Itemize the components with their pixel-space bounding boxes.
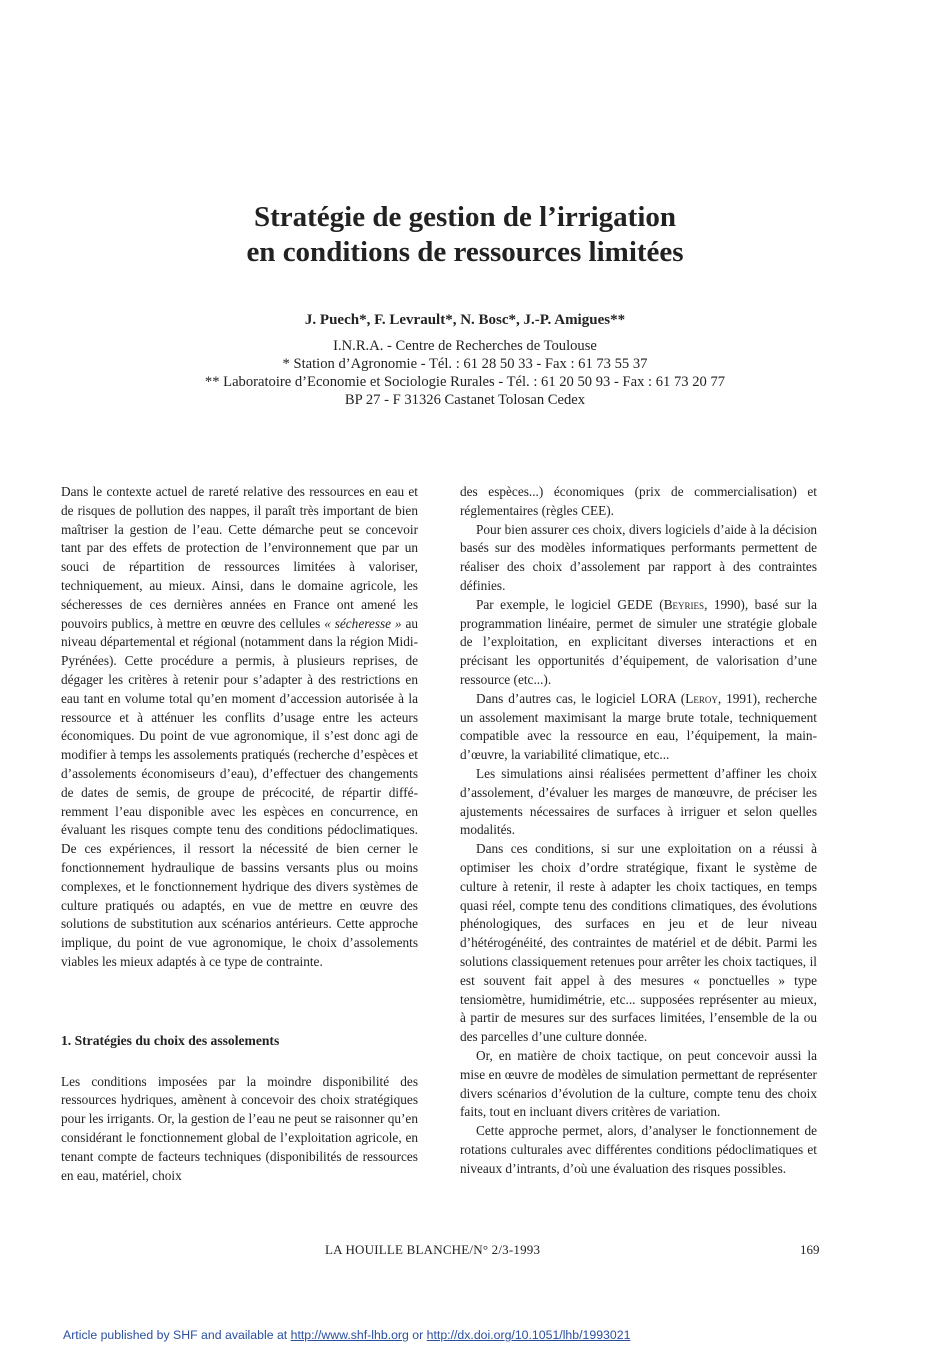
- doi-link[interactable]: http://dx.doi.org/10.1051/lhb/1993021: [426, 1328, 631, 1342]
- section-heading: 1. Stratégies du choix des assolements: [61, 1032, 280, 1048]
- gede-text-a: Par exemple, le logiciel GEDE (: [476, 596, 664, 612]
- intro-text-a: Dans le contexte actuel de rareté relative des ressources en eau et de risques de pollution des nappes, il paraît très important de bien maîtriser la gestion de l’eau. Cette démarche peut se concevoir tant par des effets de protection de l’environnement que par un souci de répartition de ressources limitées à valoriser, techniquement, au mieux. Ainsi, dans le domaine agricole, les sécheresses de ces dernières années en France ont amené les pouvoirs publics, à mettre en œuvre des cellules: [61, 484, 418, 631]
- right-paragraph-5: Les simulations ainsi réalisées permettent d’affiner les choix d’assolement, d’évaluer les marges de manœuvre, de préciser les ajustements nécessaires de surfaces à irriguer et selon quelles modalités.: [460, 765, 817, 838]
- journal-footer: LA HOUILLE BLANCHE/N° 2/3-1993: [325, 1242, 541, 1257]
- citation-leroy: Leroy: [685, 690, 718, 706]
- gede-text-b: , 1990), basé sur la programmation linéaire, permet de simuler une stratégie globale de l’exploitation, en explicitant diverses interactions et en précisant les opportunités d’équipement, de valorisation d’une ressource (etc...).: [460, 596, 817, 687]
- affiliation-line-3: ** Laboratoire d’Economie et Sociologie Rurales - Tél. : 61 20 50 93 - Fax : 61 73 20 77: [204, 374, 726, 390]
- section-paragraph: Les conditions imposées par la moindre disponibilité des ressources hydriques, amènent à concevoir des choix stratégiques pour les irrigants. Or, la gestion de l’eau ne peut se raisonner qu’en considérant le fonctionnement global de l’exploitation agricole, en tenant compte de facteurs techniques (disponibilités de ressources en eau, matériel, choix: [61, 1073, 418, 1183]
- notice-middle: or: [408, 1328, 427, 1342]
- right-paragraph-7: Or, en matière de choix tactique, on peut concevoir aussi la mise en œuvre de modèles de simulation permettant de représenter divers scénarios d’évolution de la culture, compte tenu des choix faits, tout en incluant divers critères de variation.: [460, 1047, 817, 1120]
- left-column: [61, 483, 418, 1185]
- right-paragraph-2: Pour bien assurer ces choix, divers logiciels d’aide à la décision basés sur des modèles informatiques performants permettent de réaliser des choix d’assolement par rapport à des contraintes définies.: [460, 521, 817, 593]
- notice-prefix: Article published by SHF and available at: [63, 1328, 291, 1342]
- title-line-1: Stratégie de gestion de l’irrigation: [253, 201, 677, 233]
- right-paragraph-8: Cette approche permet, alors, d’analyser le fonctionnement de rotations culturales avec différentes conditions pédoclimatiques et niveaux d’intrants, d’où une évaluation des risques possibles.: [460, 1123, 817, 1176]
- right-paragraph-1: des espèces...) économiques (prix de commercialisation) et réglementaires (règles CEE).: [460, 484, 817, 518]
- right-paragraph-3: [460, 596, 817, 690]
- lora-text-b: , 1991), recherche un assolement maximisant la marge brute totale, techniquement compatible avec la ressource en eau, l’équipement, la main-d’œuvre, la variabilité climatique, etc...: [460, 690, 817, 763]
- affiliation-block: [0, 337, 930, 409]
- right-column: [460, 483, 817, 1178]
- author-list: J. Puech*, F. Levrault*, N. Bosc*, J.-P. Amigues**: [304, 312, 626, 328]
- page-number: 169: [800, 1242, 820, 1257]
- intro-paragraph: [61, 483, 418, 972]
- shf-link[interactable]: http://www.shf-lhb.org: [290, 1328, 409, 1342]
- affiliation-line-1: I.N.R.A. - Centre de Recherches de Toulouse: [333, 338, 597, 354]
- citation-beyries: Beyries: [663, 596, 705, 612]
- lora-text-a: Dans d’autres cas, le logiciel LORA (: [476, 690, 686, 706]
- affiliation-line-2: * Station d’Agronomie - Tél. : 61 28 50 33 - Fax : 61 73 55 37: [282, 356, 648, 372]
- affiliation-line-4: BP 27 - F 31326 Castanet Tolosan Cedex: [344, 392, 586, 408]
- intro-text-b: au niveau départemental et régional (notamment dans la région Midi-Pyrénées). Cette procédure a permis, à plusieurs reprises, de dégager les critères à retenir pour s’adapter à des restrictions en eau tant en volume total qu’en moment d’accession autorisée à la ressource et à atténuer les conflits d’usage entre les acteurs économiques. Du point de vue agronomique, il s’est donc agi de modifier à temps les assolements pratiqués (recherche d’espèces et d’assolements économiseurs d’eau), d’effectuer des changements de dates de semis, de groupe de précocité, de répartir différemment l’eau disponible avec les espèces en concurrence, en évaluant les risques compte tenu des conditions pédoclimatiques. De ces expériences, il ressort la nécessité de bien cerner le fonctionnement hydraulique de bassins versants plus ou moins complexes, et le fonctionnement hydrique des divers systèmes de culture pratiqués ou adaptés, en vue de mettre en œuvre des solutions de substitution aux scénarios antérieurs. Cette approche implique, du point de vue agronomique, le choix d’assolements viables les mieux adaptés à ce type de contrainte.: [61, 615, 418, 969]
- article-title: [0, 200, 930, 270]
- right-paragraph-4: [460, 690, 817, 765]
- publication-notice: [63, 1328, 630, 1342]
- title-line-2: en conditions de ressources limitées: [246, 236, 684, 268]
- intro-emphasis: « sécheresse »: [324, 615, 402, 631]
- right-paragraph-6: Dans ces conditions, si sur une exploitation on a réussi à optimiser les choix d’ordre stratégique, fixant le système de culture à retenir, il reste à adapter les choix tactiques, en temps quasi réel, compte tenu des conditions climatiques, des évolutions phénologiques, des surfaces en jeu et de leur niveau d’hétérogénéité, des contraintes de matériel et de débit. Parmi les solutions classiquement retenues pour arrêter les choix tactiques, il est souvent fait appel à des mesures « ponctuelles » type tensiomètre, humidimétrie, etc... supposées représenter au mieux, à partir de mesures sur des surfaces limitées, l’ensemble de la ou des parcelles d’une culture donnée.: [460, 841, 817, 1045]
